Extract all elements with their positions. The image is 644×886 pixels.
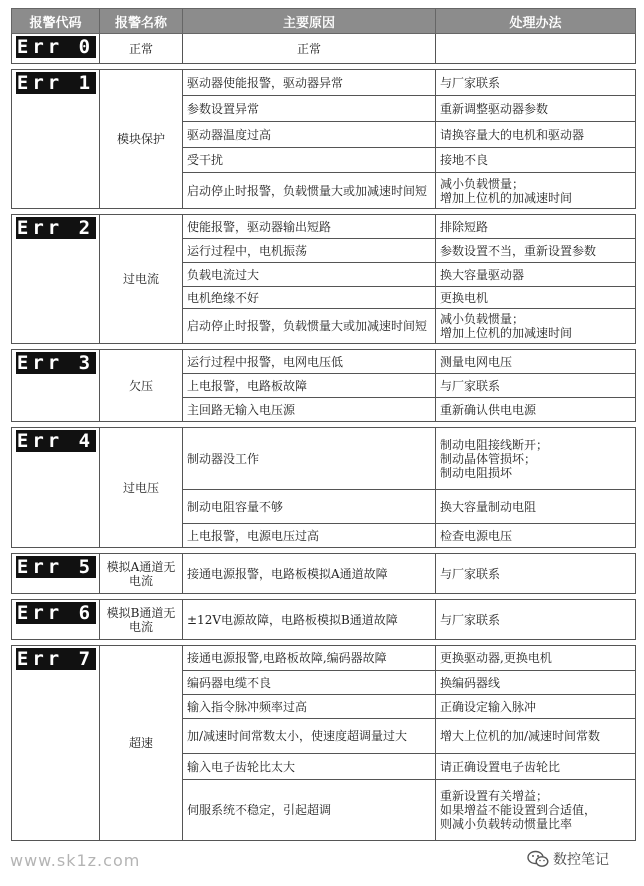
table-row	[12, 70, 636, 96]
action-cell: 换编码器线	[436, 671, 636, 695]
alarm-code-display: Err 2	[16, 217, 95, 239]
watermark-site: www.sk1z.com	[10, 851, 141, 870]
cause-cell: 驱动器温度过高	[183, 122, 436, 148]
alarm-name-cell: 模块保护	[100, 70, 183, 209]
alarm-code-cell	[12, 215, 100, 344]
action-cell: 重新确认供电电源	[436, 398, 636, 422]
action-cell: 排除短路	[436, 215, 636, 239]
action-cell: 重新调整驱动器参数	[436, 96, 636, 122]
action-cell: 请换容量大的电机和驱动器	[436, 122, 636, 148]
cause-cell: 接通电源报警，电路板模拟A通道故障	[183, 554, 436, 594]
action-cell	[436, 34, 636, 64]
cause-cell: 加/减速时间常数太小，使速度超调量过大	[183, 719, 436, 754]
alarm-code-cell	[12, 428, 100, 548]
table-row	[12, 215, 636, 239]
alarm-code-cell	[12, 554, 100, 594]
cause-cell: 启动停止时报警，负载惯量大或加减速时间短	[183, 309, 436, 344]
cause-cell: 使能报警，驱动器输出短路	[183, 215, 436, 239]
alarm-name-cell: 过电流	[100, 215, 183, 344]
table-row	[12, 350, 636, 374]
action-cell: 正确设定输入脉冲	[436, 695, 636, 719]
action-cell: 更换电机	[436, 287, 636, 309]
action-cell: 制动电阻接线断开； 制动晶体管损坏； 制动电阻损坏	[436, 428, 636, 490]
alarm-code-cell	[12, 600, 100, 640]
action-cell: 接地不良	[436, 148, 636, 173]
alarm-code-display: Err 1	[16, 72, 95, 94]
cause-cell: ±12V电源故障，电路板模拟B通道故障	[183, 600, 436, 640]
alarm-code-display: Err 0	[16, 36, 95, 58]
table-row	[12, 600, 636, 640]
cause-cell: 负载电流过大	[183, 263, 436, 287]
cause-cell: 上电报警，电路板故障	[183, 374, 436, 398]
cause-cell: 运行过程中，电机振荡	[183, 239, 436, 263]
cause-cell: 制动电阻容量不够	[183, 490, 436, 524]
alarm-table-body	[12, 34, 636, 841]
alarm-code-cell	[12, 350, 100, 422]
cause-cell: 主回路无输入电压源	[183, 398, 436, 422]
action-cell: 与厂家联系	[436, 600, 636, 640]
alarm-code-display: Err 4	[16, 430, 95, 452]
table-row	[12, 646, 636, 671]
table-header-row	[12, 9, 636, 34]
alarm-name-cell: 模拟A通道无电流	[100, 554, 183, 594]
action-cell: 增大上位机的加/减速时间常数	[436, 719, 636, 754]
brand-label: 数控笔记	[553, 852, 609, 868]
cause-cell: 受干扰	[183, 148, 436, 173]
alarm-table	[11, 8, 636, 841]
watermark-brand	[527, 849, 609, 869]
header-cause: 主要原因	[183, 9, 436, 34]
table-row	[12, 428, 636, 490]
header-name: 报警名称	[100, 9, 183, 34]
alarm-code-display: Err 7	[16, 648, 95, 670]
cause-cell: 参数设置异常	[183, 96, 436, 122]
cause-cell: 伺服系统不稳定，引起超调	[183, 780, 436, 841]
alarm-code-display: Err 3	[16, 352, 95, 374]
action-cell: 换大容量制动电阻	[436, 490, 636, 524]
alarm-code-display: Err 6	[16, 602, 95, 624]
action-cell: 与厂家联系	[436, 70, 636, 96]
action-cell: 参数设置不当，重新设置参数	[436, 239, 636, 263]
alarm-name-cell: 过电压	[100, 428, 183, 548]
cause-cell: 运行过程中报警，电网电压低	[183, 350, 436, 374]
alarm-name-cell: 超速	[100, 646, 183, 841]
alarm-name-cell: 欠压	[100, 350, 183, 422]
cause-cell: 制动器没工作	[183, 428, 436, 490]
wechat-icon	[527, 850, 549, 868]
header-action: 处理办法	[436, 9, 636, 34]
cause-cell: 电机绝缘不好	[183, 287, 436, 309]
action-cell: 重新设置有关增益； 如果增益不能设置到合适值， 则减小负载转动惯量比率	[436, 780, 636, 841]
cause-cell: 输入电子齿轮比太大	[183, 754, 436, 780]
action-cell: 更换驱动器,更换电机	[436, 646, 636, 671]
table-row	[12, 554, 636, 594]
action-cell: 减小负载惯量； 增加上位机的加减速时间	[436, 309, 636, 344]
header-code: 报警代码	[12, 9, 100, 34]
cause-cell: 接通电源报警,电路板故障,编码器故障	[183, 646, 436, 671]
cause-cell: 驱动器使能报警，驱动器异常	[183, 70, 436, 96]
alarm-code-cell	[12, 646, 100, 841]
action-cell: 检查电源电压	[436, 524, 636, 548]
alarm-name-cell: 正常	[100, 34, 183, 64]
cause-cell: 输入指令脉冲频率过高	[183, 695, 436, 719]
alarm-code-display: Err 5	[16, 556, 95, 578]
cause-cell: 编码器电缆不良	[183, 671, 436, 695]
alarm-code-cell	[12, 34, 100, 64]
action-cell: 与厂家联系	[436, 374, 636, 398]
action-cell: 减小负载惯量； 增加上位机的加减速时间	[436, 173, 636, 209]
action-cell: 与厂家联系	[436, 554, 636, 594]
action-cell: 请正确设置电子齿轮比	[436, 754, 636, 780]
table-row	[12, 34, 636, 64]
alarm-code-cell	[12, 70, 100, 209]
action-cell: 换大容量驱动器	[436, 263, 636, 287]
cause-cell: 启动停止时报警，负载惯量大或加减速时间短	[183, 173, 436, 209]
cause-cell: 上电报警，电源电压过高	[183, 524, 436, 548]
action-cell: 测量电网电压	[436, 350, 636, 374]
cause-cell: 正常	[183, 34, 436, 64]
alarm-name-cell: 模拟B通道无电流	[100, 600, 183, 640]
